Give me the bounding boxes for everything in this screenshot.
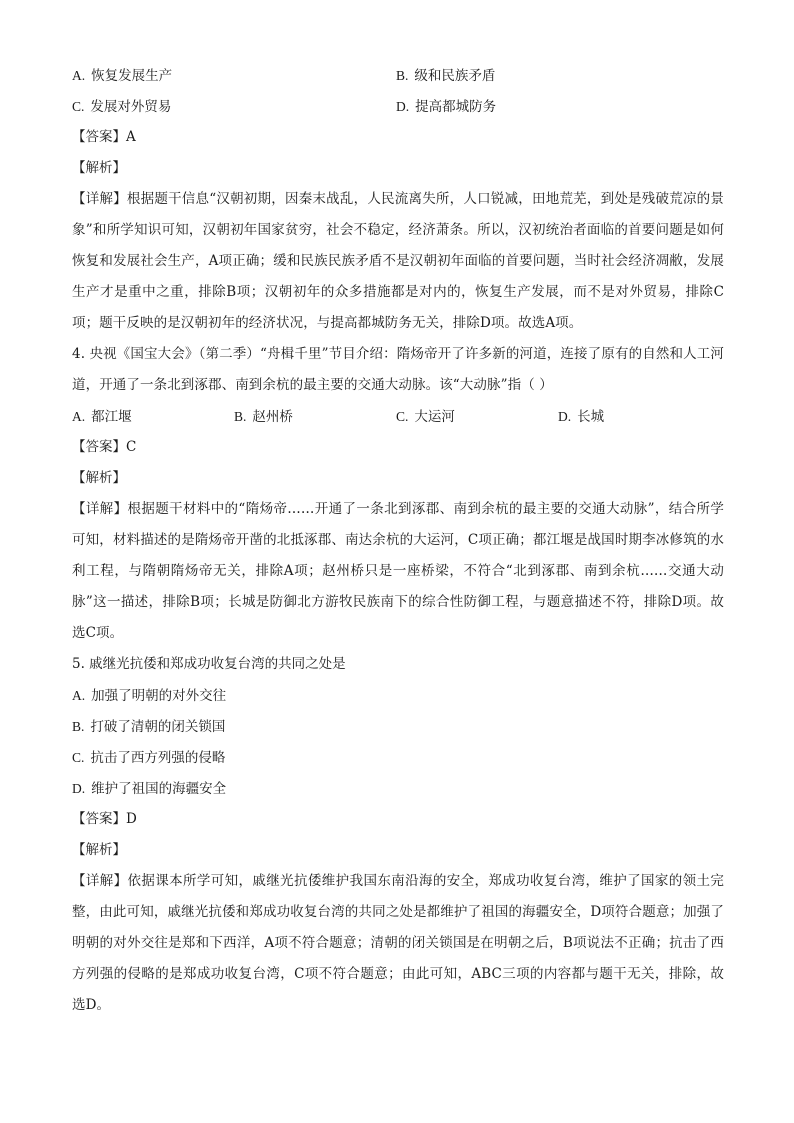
q5-option-a: A. 加强了明朝的对外交往 xyxy=(72,688,227,704)
q3-analysis-heading: 【解析】 xyxy=(72,160,126,176)
q4-option-c: C. 大运河 xyxy=(396,409,455,425)
q4-option-d: D. 长城 xyxy=(558,409,605,425)
q3-answer: 【答案】A xyxy=(72,129,136,145)
q5-detail: 【详解】依据课本所学可知，戚继光抗倭维护我国东南沿海的安全，郑成功收复台湾，维护了国家的领土完整，由此可知，戚继光抗倭和郑成功收复台湾的共同之处是都维护了祖国的海疆安全，D项符合题意；加强了明朝的对外交往是郑和下西洋，A项不符合题意；清朝的闭关锁国是在明朝之后，B项说法不正确；抗击了西方列强的侵略的是郑成功收复台湾，C项不符合题意；由此可知，ABC三项的内容都与题干无关，排除，故选D。 xyxy=(72,873,724,1013)
q4-question: 4. 央视《国宝大会》（第二季）“舟楫千里”节目介绍：隋炀帝开了许多新的河道，连接了原有的自然和人工河道，开通了一条北到涿郡、南到余杭的最主要的交通大动脉。该“大动脉”指（ ） xyxy=(72,346,724,393)
q3-options-row-2 xyxy=(72,91,724,122)
q4-analysis-heading: 【解析】 xyxy=(72,470,126,486)
q5-option-d: D. 维护了祖国的海疆安全 xyxy=(72,781,227,797)
q3-detail: 【详解】根据题干信息“汉朝初期，因秦末战乱，人民流离失所，人口锐减，田地荒芜，到处是残破荒凉的景象”和所学知识可知，汉朝初年国家贫穷，社会不稳定，经济萧条。所以，汉初统治者面临的首要问题是如何恢复和发展社会生产，A项正确；缓和民族民族矛盾不是汉朝初年面临的首要问题，当时社会经济凋敝，发展生产才是重中之重，排除B项；汉朝初年的众多措施都是对内的，恢复生产发展，而不是对外贸易，排除C项；题干反映的是汉朝初年的经济状况，与提高都城防务无关，排除D项。故选A项。 xyxy=(72,191,724,331)
q3-options-row-1 xyxy=(72,60,724,91)
q4-answer: 【答案】C xyxy=(72,439,137,455)
q5-option-b: B. 打破了清朝的闭关锁国 xyxy=(72,719,226,735)
q3-option-a: A. 恢复发展生产 xyxy=(72,68,173,84)
q5-analysis-heading: 【解析】 xyxy=(72,842,126,858)
q4-option-a: A. 都江堰 xyxy=(72,409,132,425)
q5-answer: 【答案】D xyxy=(72,811,137,827)
q4-option-b: B. 赵州桥 xyxy=(234,409,293,425)
q4-options-row xyxy=(72,401,724,432)
q5-option-c: C. 抗击了西方列强的侵略 xyxy=(72,750,226,766)
q4-detail: 【详解】根据题干材料中的“隋炀帝……开通了一条北到涿郡、南到余杭的最主要的交通大动脉”，结合所学可知，材料描述的是隋炀帝开凿的北抵涿郡、南达余杭的大运河，C项正确；都江堰是战国时期李冰修筑的水利工程，与隋朝隋炀帝无关，排除A项；赵州桥只是一座桥梁，不符合“北到涿郡、南到余杭……交通大动脉”这一描述，排除B项；长城是防御北方游牧民族南下的综合性防御工程，与题意描述不符，排除D项。故选C项。 xyxy=(72,501,724,641)
q5-question: 5. 戚继光抗倭和郑成功收复台湾的共同之处是 xyxy=(72,656,346,672)
q3-option-c: C. 发展对外贸易 xyxy=(72,99,172,115)
q3-option-d: D. 提高都城防务 xyxy=(396,99,497,115)
q3-option-b: B. 级和民族矛盾 xyxy=(396,68,496,84)
